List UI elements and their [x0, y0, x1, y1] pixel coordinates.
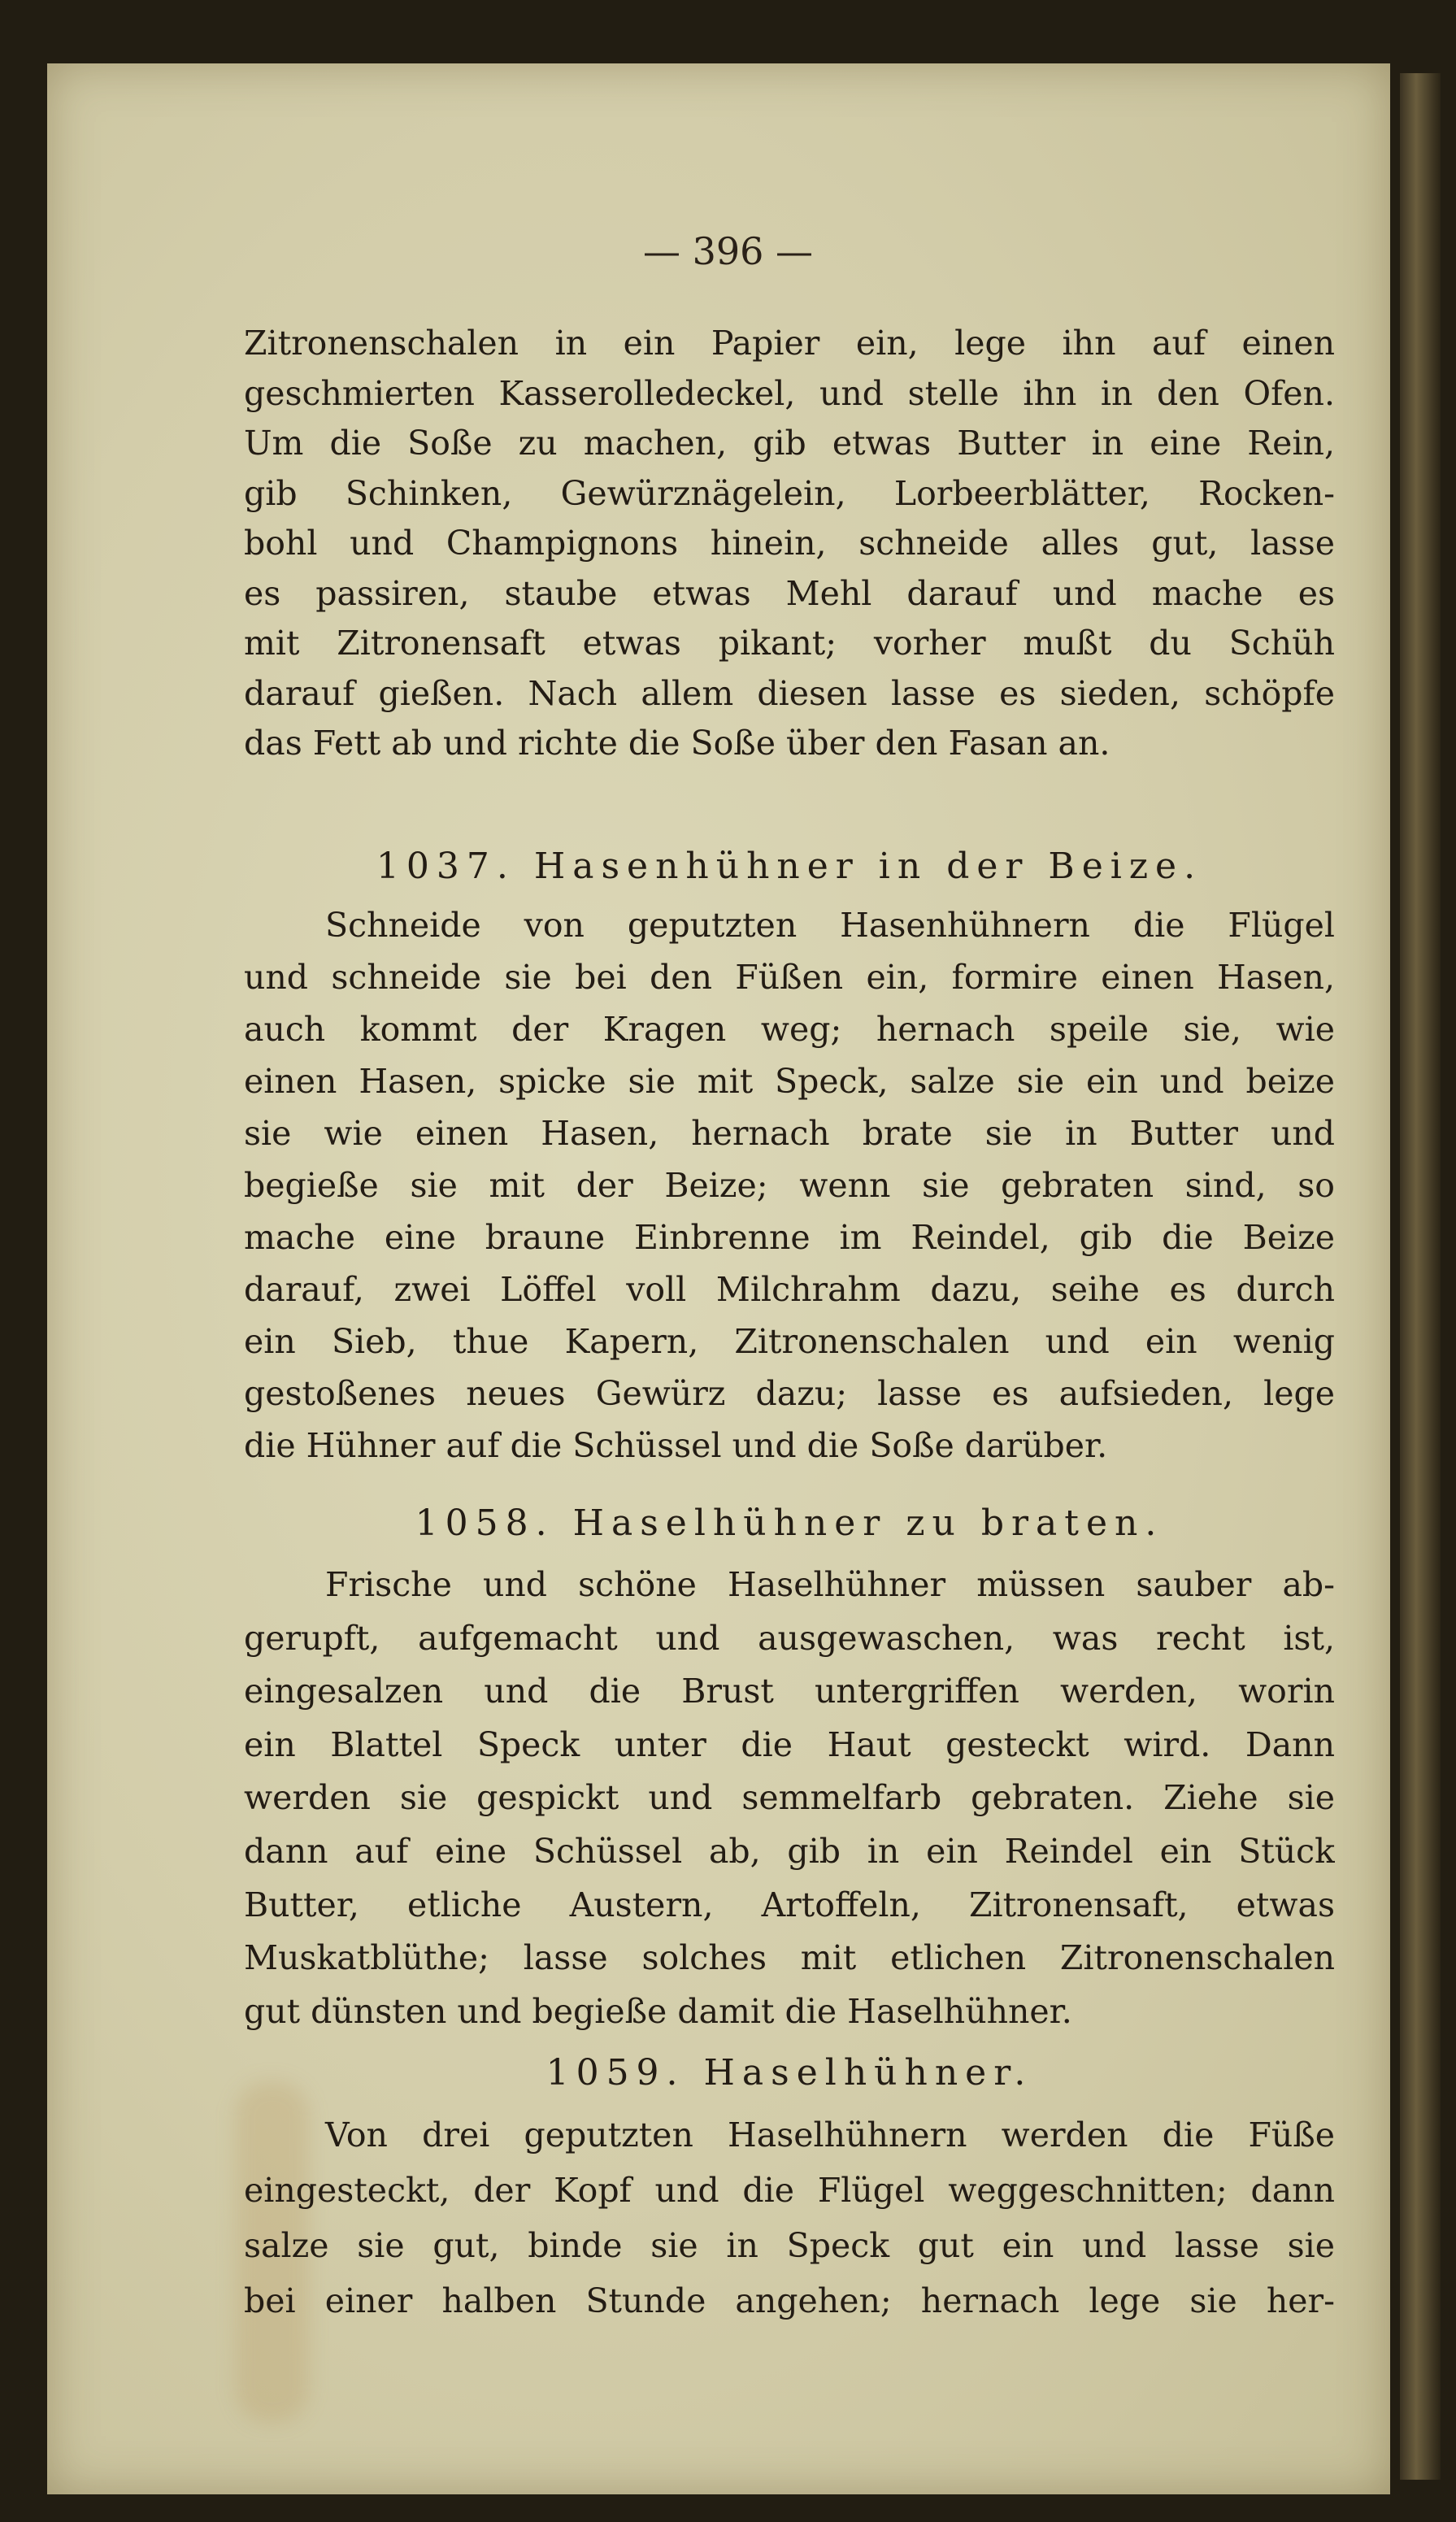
- text-line: und schneide sie bei den Füßen ein, formire einen Hasen,: [244, 958, 1335, 997]
- text-line: darauf, zwei Löffel voll Milchrahm dazu, seihe es durch: [244, 1270, 1335, 1309]
- text-line: bei einer halben Stunde angehen; hernach lege sie her-: [244, 2281, 1335, 2320]
- text-line: Muskatblüthe; lasse solches mit etlichen Zitronenschalen: [244, 1938, 1335, 1978]
- text-line: Butter, etliche Austern, Artoffeln, Zitronensaft, etwas: [244, 1885, 1335, 1924]
- text-line: mit Zitronensaft etwas pikant; vorher mußt du Schüh: [244, 624, 1335, 663]
- text-line: Frische und schöne Haselhühner müssen sauber ab-: [325, 1565, 1335, 1604]
- text-line: es passiren, staube etwas Mehl darauf und mache es: [244, 573, 1335, 613]
- recipe-heading-1059: 1059. Haselhühner.: [545, 2052, 1033, 2094]
- recipe-body-1037: [244, 899, 1335, 1472]
- facing-page-edge: [1400, 73, 1441, 2480]
- text-line: mache eine braune Einbrenne im Reindel, gib die Beize: [244, 1218, 1335, 1257]
- text-line: dann auf eine Schüssel ab, gib in ein Reindel ein Stück: [244, 1831, 1335, 1871]
- text-line: salze sie gut, binde sie in Speck gut ein und lasse sie: [244, 2226, 1335, 2265]
- text-line: Schneide von geputzten Hasenhühnern die Flügel: [325, 906, 1335, 945]
- text-line: begieße sie mit der Beize; wenn sie gebraten sind, so: [244, 1166, 1335, 1205]
- text-line: einen Hasen, spicke sie mit Speck, salze sie ein und beize: [244, 1062, 1335, 1101]
- text-line: geschmierten Kasserolledeckel, und stelle ihn in den Ofen.: [244, 373, 1335, 413]
- text-line: das Fett ab und richte die Soße über den Fasan an.: [244, 724, 1110, 763]
- text-line: Von drei geputzten Haselhühnern werden die Füße: [325, 2115, 1335, 2155]
- text-line: gib Schinken, Gewürznägelein, Lorbeerblätter, Rocken-: [244, 473, 1335, 513]
- text-line: gestoßenes neues Gewürz dazu; lasse es aufsieden, lege: [244, 1374, 1335, 1413]
- text-line: bohl und Champignons hinein, schneide alles gut, lasse: [244, 524, 1335, 563]
- text-line: Um die Soße zu machen, gib etwas Butter in eine Rein,: [244, 424, 1335, 463]
- text-line: sie wie einen Hasen, hernach brate sie in Butter und: [244, 1114, 1335, 1153]
- intro-paragraph: [244, 319, 1335, 769]
- text-line: gerupft, aufgemacht und ausgewaschen, was recht ist,: [244, 1618, 1335, 1658]
- text-line: Zitronenschalen in ein Papier ein, lege ihn auf einen: [244, 324, 1335, 363]
- text-line: die Hühner auf die Schüssel und die Soße darüber.: [244, 1426, 1108, 1465]
- recipe-heading-1058: 1058. Haselhühner zu braten.: [415, 1502, 1164, 1544]
- text-line: eingesteckt, der Kopf und die Flügel weggeschnitten; dann: [244, 2171, 1335, 2210]
- text-line: werden sie gespickt und semmelfarb gebraten. Ziehe sie: [244, 1778, 1335, 1818]
- text-line: ein Sieb, thue Kapern, Zitronenschalen und ein wenig: [244, 1322, 1335, 1361]
- recipe-heading-1037: 1037. Hasenhühner in der Beize.: [376, 846, 1203, 887]
- recipe-body-1058: [244, 1559, 1335, 2038]
- text-line: darauf gießen. Nach allem diesen lasse es sieden, schöpfe: [244, 673, 1335, 713]
- text-line: ein Blattel Speck unter die Haut gesteckt wird. Dann: [244, 1724, 1335, 1764]
- text-line: eingesalzen und die Brust untergriffen werden, worin: [244, 1672, 1335, 1711]
- page-number: — 396 —: [642, 229, 814, 273]
- recipe-body-1059: [244, 2107, 1335, 2329]
- text-line: gut dünsten und begieße damit die Haselhühner.: [244, 1991, 1072, 2031]
- text-line: auch kommt der Kragen weg; hernach speile sie, wie: [244, 1010, 1335, 1049]
